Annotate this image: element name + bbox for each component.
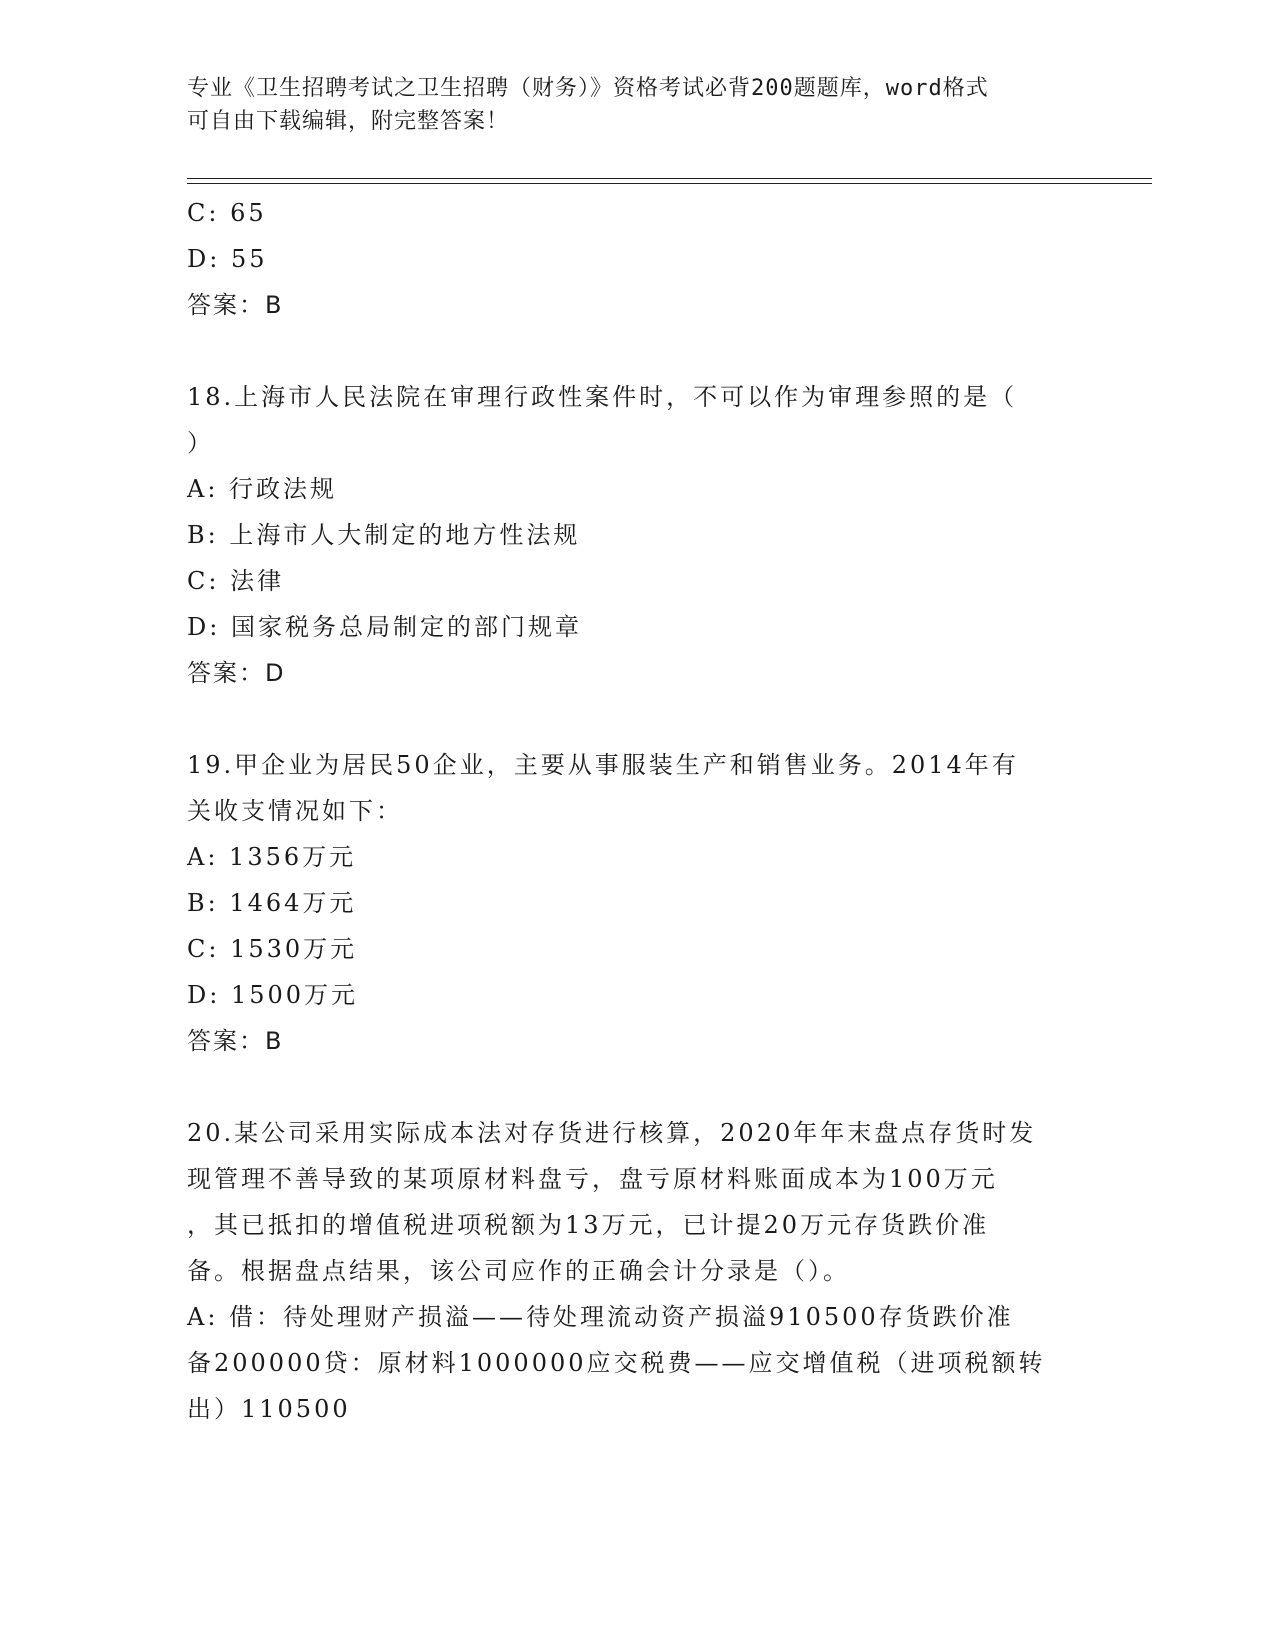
question-stem: ） bbox=[187, 429, 214, 457]
question-19 bbox=[187, 742, 1087, 1064]
option-b: B: 1464万元 bbox=[187, 889, 357, 917]
answer-line: 答案：B bbox=[187, 1027, 284, 1055]
header-rule-top bbox=[187, 178, 1152, 179]
option-d: D: 55 bbox=[187, 245, 268, 273]
answer-line: 答案：B bbox=[187, 291, 284, 319]
document-body bbox=[187, 190, 1087, 1432]
header-rule-bottom bbox=[187, 183, 1152, 184]
document-header bbox=[187, 72, 1087, 138]
spacer bbox=[187, 328, 1087, 374]
option-c: C: 法律 bbox=[187, 567, 285, 595]
question-stem: 现管理不善导致的某项原材料盘亏，盘亏原材料账面成本为100万元 bbox=[187, 1165, 998, 1193]
option-c: C: 1530万元 bbox=[187, 935, 358, 963]
question-stem: 20.某公司采用实际成本法对存货进行核算，2020年年末盘点存货时发 bbox=[187, 1119, 1037, 1147]
option-d: D: 国家税务总局制定的部门规章 bbox=[187, 613, 582, 641]
question-17-tail bbox=[187, 190, 1087, 328]
question-stem: 19.甲企业为居民50企业，主要从事服装生产和销售业务。2014年有 bbox=[187, 751, 1019, 779]
spacer bbox=[187, 1064, 1087, 1110]
option-a-continued: 备200000贷：原材料1000000应交税费——应交增值税（进项税额转 bbox=[187, 1349, 1046, 1377]
option-a: A: 1356万元 bbox=[187, 843, 357, 871]
option-b: B: 上海市人大制定的地方性法规 bbox=[187, 521, 581, 549]
question-20 bbox=[187, 1110, 1087, 1432]
header-line-2: 可自由下载编辑，附完整答案！ bbox=[187, 109, 510, 134]
question-stem: ，其已抵扣的增值税进项税额为13万元，已计提20万元存货跌价准 bbox=[187, 1211, 990, 1239]
spacer bbox=[187, 696, 1087, 742]
option-a: A: 借：待处理财产损溢——待处理流动资产损溢910500存货跌价准 bbox=[187, 1303, 1014, 1331]
question-stem: 关收支情况如下： bbox=[187, 797, 403, 825]
answer-line: 答案：D bbox=[187, 659, 286, 687]
question-18 bbox=[187, 374, 1087, 696]
question-stem: 18.上海市人民法院在审理行政性案件时，不可以作为审理参照的是（ bbox=[187, 383, 1018, 411]
question-stem: 备。根据盘点结果，该公司应作的正确会计分录是（）。 bbox=[187, 1257, 850, 1285]
option-a: A: 行政法规 bbox=[187, 475, 338, 503]
option-d: D: 1500万元 bbox=[187, 981, 359, 1009]
option-c: C: 65 bbox=[187, 199, 267, 227]
header-line-1: 专业《卫生招聘考试之卫生招聘（财务）》资格考试必背200题题库，word格式 bbox=[187, 76, 989, 101]
option-a-continued: 出）110500 bbox=[187, 1395, 351, 1423]
